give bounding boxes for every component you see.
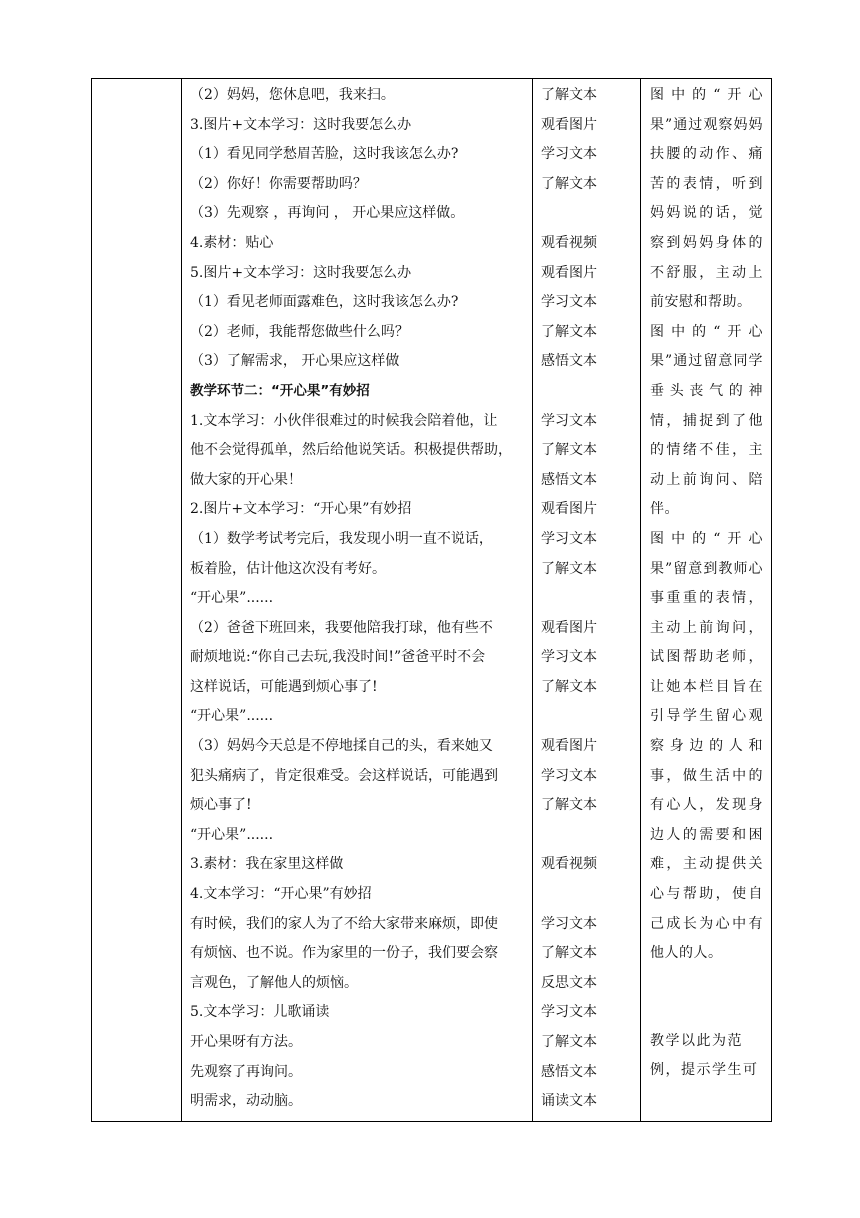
activity-column-cell	[533, 79, 641, 1122]
activity-line: 感悟文本	[541, 353, 597, 370]
activity-line: 学习文本	[541, 146, 597, 163]
activity-line	[541, 377, 640, 407]
content-line: 5.图片+文本学习：这时我要怎么办	[190, 264, 412, 281]
content-line: 4.文本学习：“开心果”有妙招	[190, 886, 372, 903]
activity-line: 了解文本	[541, 323, 597, 340]
content-line: 言观色，了解他人的烦恼。	[190, 974, 358, 991]
activity-line: 感悟文本	[541, 1063, 597, 1080]
activity-line	[541, 880, 640, 910]
spacer	[650, 969, 763, 1027]
content-line: 3.图片+文本学习：这时我要怎么办	[190, 116, 412, 133]
content-column-cell	[182, 79, 533, 1122]
activity-lines	[533, 79, 640, 1117]
content-line: “开心果”......	[190, 708, 274, 725]
activity-line: 观看视频	[541, 856, 597, 873]
content-line: 3.素材：我在家里这样做	[190, 856, 344, 873]
design-note: 图中的“开心果”通过观察妈妈扶腰的动作、痛苦的表情，听到妈妈说的话，觉察到妈妈身体的不舒服，主动上前安慰和帮助。	[650, 87, 763, 311]
activity-line: 观看图片	[541, 264, 597, 281]
activity-line: 了解文本	[541, 442, 597, 459]
activity-line: 观看图片	[541, 116, 597, 133]
content-line: （2）爸爸下班回来，我要他陪我打球，他有些不	[190, 619, 493, 636]
content-line: 他不会觉得孤单，然后给他说笑话。积极提供帮助，	[190, 442, 512, 459]
table-row	[92, 79, 772, 1122]
activity-line: 反思文本	[541, 974, 597, 991]
content-line: 1.文本学习：小伙伴很难过的时候我会陪着他，让	[190, 412, 498, 429]
activity-line: 观看图片	[541, 619, 597, 636]
content-line: 5.文本学习：儿歌诵读	[190, 1004, 330, 1021]
activity-line: 观看图片	[541, 501, 597, 518]
content-line: （1）看见老师面露难色，这时我该怎么办?	[190, 294, 459, 311]
content-lines	[182, 79, 532, 1117]
activity-line: 观看图片	[541, 738, 597, 755]
content-line: 犯头痛病了，肯定很难受。会这样说话，可能遇到	[190, 767, 498, 784]
activity-line: 学习文本	[541, 767, 597, 784]
activity-line: 诵读文本	[541, 1093, 597, 1110]
activity-line	[541, 821, 640, 851]
activity-line	[541, 584, 640, 614]
content-line: 明需求，动动脑。	[190, 1093, 302, 1110]
content-line: （1）数学考试考完后，我发现小明一直不说话，	[190, 530, 493, 547]
content-line: 2.图片+文本学习：“开心果”有妙招	[190, 501, 412, 518]
activity-line: 学习文本	[541, 294, 597, 311]
activity-line: 学习文本	[541, 649, 597, 666]
content-line: 耐烦地说:“你自己去玩,我没时间!”爸爸平时不会	[190, 649, 486, 666]
content-line: （2）老师，我能帮您做些什么吗？	[190, 323, 409, 340]
content-line: 有烦恼、也不说。作为家里的一份子，我们要会察	[190, 945, 498, 962]
content-line: （3）先观察 ，再询问 ， 开心果应这样做。	[190, 205, 465, 222]
lesson-plan-table	[91, 78, 772, 1122]
section-heading: 教学环节二：“开心果”有妙招	[190, 382, 370, 399]
activity-line: 了解文本	[541, 797, 597, 814]
content-line: 有时候，我们的家人为了不给大家带来麻烦，即使	[190, 915, 498, 932]
design-note: 图中的“开心果”留意到教师心事重重的表情，主动上前询问，试图帮助老师，让她本栏目旨在引导学生留心观察身边的人和事，做生活中的有心人，发现身边人的需要和困难，主动提供关心与帮助，使自己成长为心中有他人的人。	[650, 530, 763, 962]
design-notes-cell	[641, 79, 772, 1122]
activity-line: 了解文本	[541, 1034, 597, 1050]
activity-line	[541, 199, 640, 229]
content-line: （3）妈妈今天总是不停地揉自己的头，看来她又	[190, 738, 493, 755]
activity-line: 学习文本	[541, 915, 597, 932]
content-line: （2）你好！你需要帮助吗？	[190, 175, 367, 192]
activity-line: 了解文本	[541, 175, 597, 192]
activity-line: 学习文本	[541, 1004, 597, 1021]
content-line: 这样说话，可能遇到烦心事了!	[190, 678, 378, 695]
content-line: （3）了解需求， 开心果应这样做	[190, 353, 400, 370]
content-line: （1）看见同学愁眉苦脸，这时我该怎么办?	[190, 146, 459, 163]
design-notes	[641, 79, 771, 1086]
content-line: “开心果”......	[190, 590, 274, 607]
content-line: （2）妈妈，您休息吧，我来扫。	[190, 87, 395, 103]
activity-line: 了解文本	[541, 87, 597, 103]
design-note: 教学以此为范例，提示学生可	[650, 1032, 759, 1079]
activity-line: 观看视频	[541, 234, 597, 251]
content-line: 4.素材：贴心	[190, 234, 274, 251]
activity-line: 学习文本	[541, 412, 597, 429]
activity-line: 了解文本	[541, 560, 597, 577]
activity-line: 感悟文本	[541, 471, 597, 488]
content-line: 开心果呀有方法。	[190, 1034, 302, 1050]
section-column-cell	[92, 79, 182, 1122]
activity-line: 了解文本	[541, 945, 597, 962]
activity-line: 了解文本	[541, 678, 597, 695]
content-line: 烦心事了!	[190, 797, 252, 814]
activity-line	[541, 702, 640, 732]
activity-line: 学习文本	[541, 530, 597, 547]
content-line: 先观察了再询问。	[190, 1063, 302, 1080]
content-line: 板着脸，估计他这次没有考好。	[190, 560, 386, 577]
content-line: 做大家的开心果！	[190, 471, 302, 488]
content-line: “开心果”......	[190, 826, 274, 843]
design-note: 图中的“开心果”通过留意同学垂头丧气的神情，捕捉到了他的情绪不佳，主动上前询问、陪伴。	[650, 323, 763, 518]
